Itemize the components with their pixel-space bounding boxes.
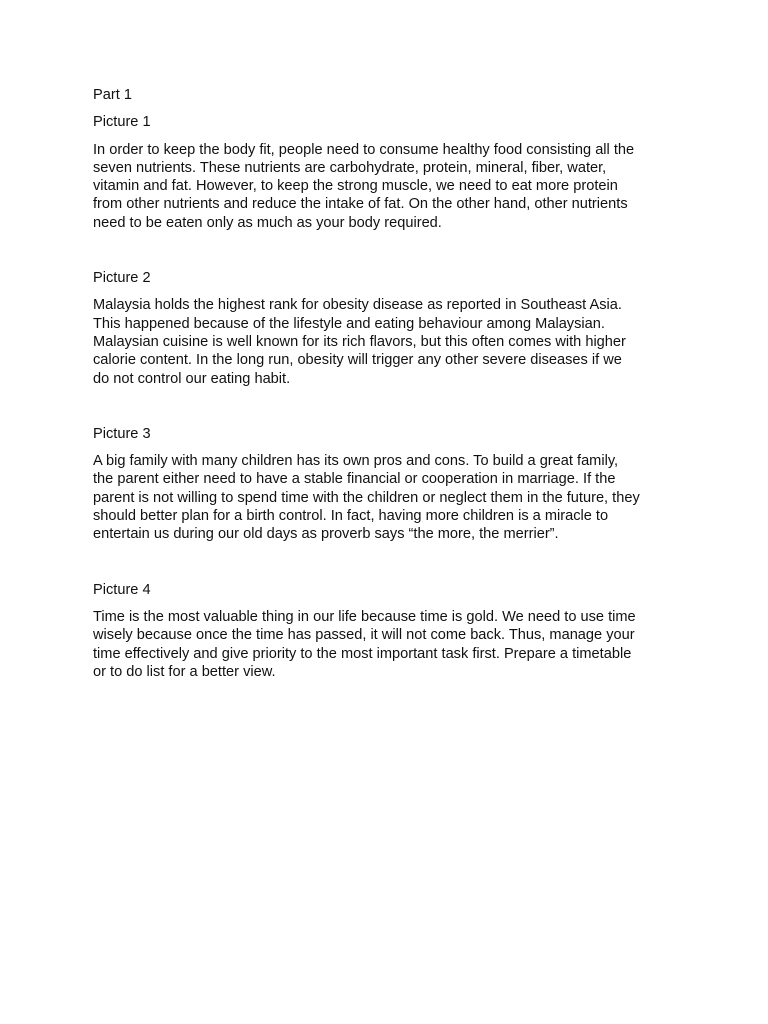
part-title: Part 1 <box>93 87 132 103</box>
section-picture-4 <box>93 581 683 681</box>
section-paragraph: Time is the most valuable thing in our life because time is gold. We need to use time wisely because once the time has passed, it will not come back. Thus, manage your time effectively and give priority to the most important task first. Prepare a timetable or to do list for a better view. <box>93 608 636 680</box>
section-picture-1 <box>93 113 683 232</box>
section-paragraph: Malaysia holds the highest rank for obesity disease as reported in Southeast Asia. This happened because of the lifestyle and eating behaviour among Malaysian. Malaysian cuisine is well known for its rich flavors, but this often comes with higher calorie content. In the long run, obesity will trigger any other severe diseases if we do not control our eating habit. <box>93 297 626 387</box>
section-heading: Picture 2 <box>93 270 151 287</box>
section-picture-2 <box>93 269 683 388</box>
document-body <box>93 86 683 718</box>
section-heading: Picture 4 <box>93 581 151 598</box>
section-heading: Picture 3 <box>93 425 151 442</box>
section-paragraph: In order to keep the body fit, people need to consume healthy food consisting all the seven nutrients. These nutrients are carbohydrate, protein, mineral, fiber, water, vitamin and fat. However, to keep the strong muscle, we need to eat more protein from other nutrients and reduce the intake of fat. On the other hand, other nutrients need to be eaten only as much as your body required. <box>93 141 635 231</box>
section-heading: Picture 1 <box>93 114 151 131</box>
section-picture-3 <box>93 425 683 544</box>
section-paragraph: A big family with many children has its own pros and cons. To build a great family, the parent either need to have a stable financial or cooperation in marriage. If the parent is not willing to spend time with the children or neglect them in the future, they should better plan for a birth control. In fact, having more children is a miracle to entertain us during our old days as proverb says “the more, the merrier”. <box>93 453 640 543</box>
